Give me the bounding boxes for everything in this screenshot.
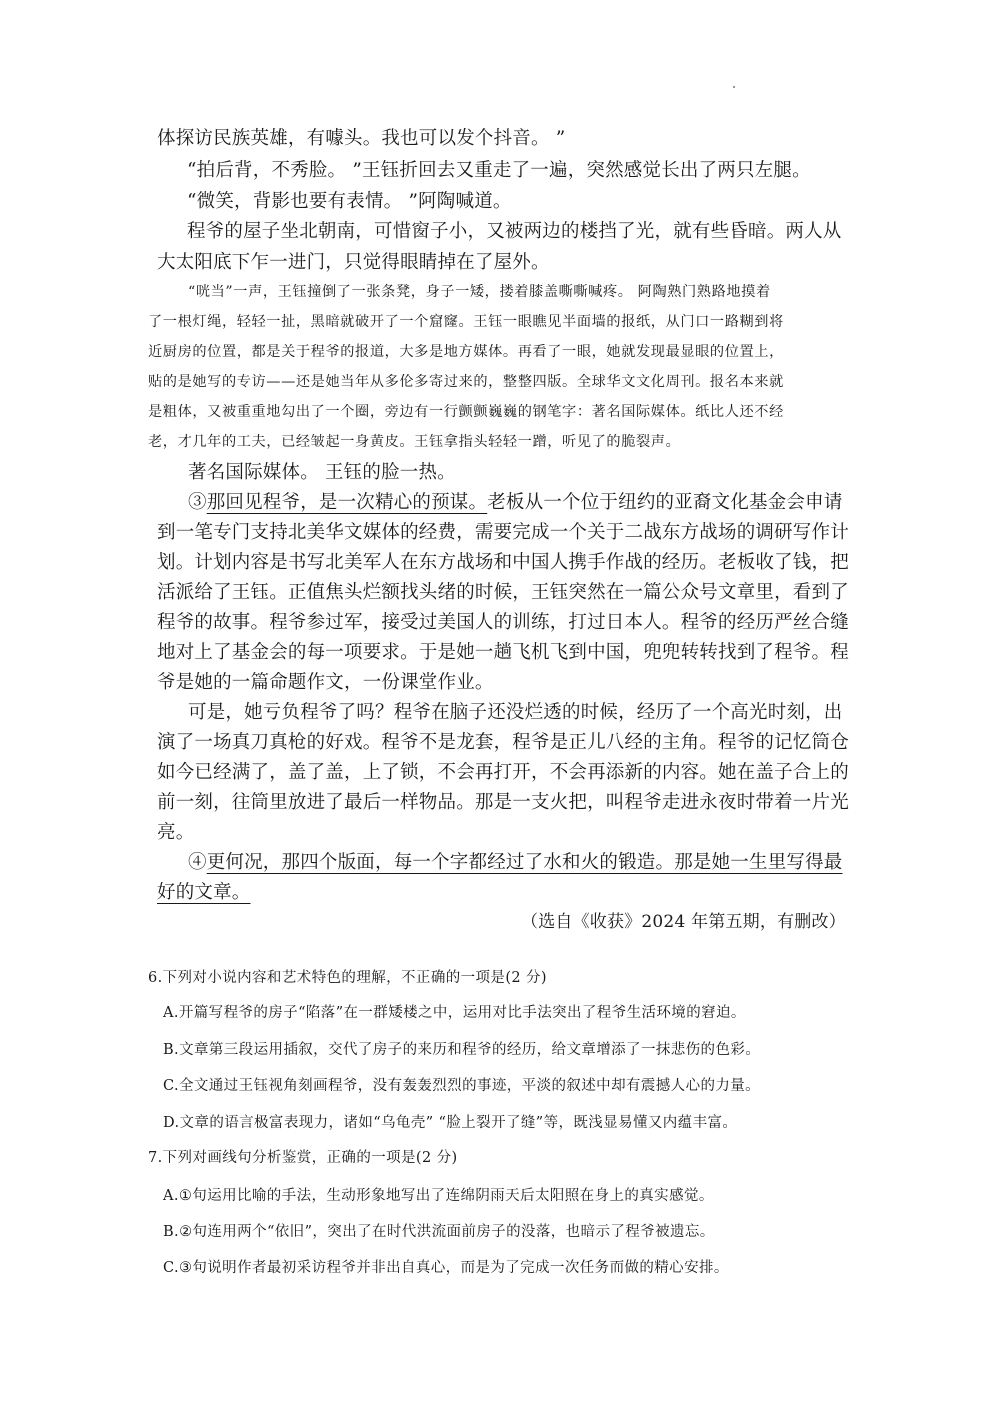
source-citation: [521, 907, 846, 932]
line-text: “咣当”一声，王钰撞倒了一张条凳，身子一矮，搂着膝盖嘶嘶喊疼。 阿陶熟门熟路地摸着: [188, 284, 771, 300]
text-line: [157, 668, 494, 694]
line-text: 老板从一个位于纽约的亚裔文化基金会申请: [487, 492, 843, 513]
line-text: A.①句运用比喻的手法，生动形象地写出了连绵阴雨天后太阳照在身上的真实感觉。: [163, 1188, 714, 1204]
text-line: [188, 281, 771, 301]
scan-dot: [733, 86, 735, 88]
line-text: C.③句说明作者最初采访程爷并非出自真心，而是为了完成一次任务而做的精心安排。: [163, 1260, 729, 1276]
line-text: A.开篇写程爷的房子“陷落”在一群矮楼之中，运用对比手法突出了程爷生活环境的窘迫。: [163, 1005, 746, 1021]
line-text: 体探访民族英雄，有噱头。我也可以发个抖音。 ”: [157, 128, 566, 149]
text-line: [148, 401, 784, 421]
text-line: [157, 818, 194, 844]
text-line: [187, 156, 811, 182]
circled-number: ④: [188, 852, 207, 873]
option-b: [163, 1038, 760, 1059]
text-line: [157, 788, 849, 814]
line-text: 前一刻，往筒里放进了最后一样物品。那是一支火把，叫程爷走进永夜时带着一片光: [157, 792, 849, 813]
text-line: [157, 608, 849, 634]
circled-number: ③: [188, 492, 207, 513]
text-line: [148, 311, 784, 331]
text-line: [187, 187, 512, 213]
line-text: 程爷的故事。程爷参过军，接受过美国人的训练，打过日本人。程爷的经历严丝合缝: [157, 612, 849, 633]
text-line: [157, 578, 849, 604]
line-text: C.全文通过王钰视角刻画程爷，没有轰轰烈烈的事迹，平淡的叙述中却有震撼人心的力量。: [163, 1078, 761, 1094]
text-line: [188, 458, 456, 484]
line-text: 活派给了王钰。正值焦头烂额找头绪的时候，王钰突然在一篇公众号文章里，看到了: [157, 582, 849, 603]
text-line: [148, 371, 784, 391]
line-text: （选自《收获》2024 年第五期，有删改）: [521, 912, 846, 932]
text-line: [188, 848, 843, 874]
line-text: 地对上了基金会的每一项要求。于是她一趟飞机飞到中国，兜兜转转找到了程爷。程: [157, 642, 849, 663]
text-line: [157, 758, 849, 784]
line-text: 6.下列对小说内容和艺术特色的理解，不正确的一项是(2 分): [148, 970, 547, 986]
line-text: D.文章的语言极富表现力，诸如“乌龟壳” “脸上裂开了缝”等，既浅显易懂又内蕴丰富。: [163, 1115, 738, 1131]
line-text: “微笑，背影也要有表情。 ”阿陶喊道。: [187, 191, 512, 212]
option-a: [163, 1184, 714, 1205]
line-text: 著名国际媒体。 王钰的脸一热。: [188, 462, 456, 483]
underlined-sentence: 那回见程爷，是一次精心的预谋。: [206, 492, 488, 513]
line-text: 了一根灯绳，轻轻一扯，黑暗就破开了一个窟窿。王钰一眼瞧见半面墙的报纸，从门口一路糊到将: [148, 314, 784, 330]
line-text: 贴的是她写的专访——还是她当年从多伦多寄过来的，整整四版。全球华文文化周刊。报名本来就: [148, 374, 784, 390]
line-text: 演了一场真刀真枪的好戏。程爷不是龙套，程爷是正儿八经的主角。程爷的记忆筒仓: [157, 732, 849, 753]
line-text: 可是，她亏负程爷了吗？程爷在脑子还没烂透的时候，经历了一个高光时刻，出: [188, 702, 843, 723]
text-line: [157, 548, 849, 574]
underlined-sentence: 更何况，那四个版面，每一个字都经过了水和火的锻造。那是她一生里写得最: [206, 852, 843, 873]
line-text: 亮。: [157, 822, 195, 843]
line-text: B.文章第三段运用插叙，交代了房子的来历和程爷的经历，给文章增添了一抹悲伤的色彩。: [163, 1042, 761, 1058]
text-line: [148, 431, 680, 451]
text-line: [157, 248, 550, 274]
line-text: 到一笔专门支持北美华文媒体的经费，需要完成一个关于二战东方战场的调研写作计: [157, 522, 849, 543]
line-text: “拍后背，不秀脸。 ”王钰折回去又重走了一遍，突然感觉长出了两只左腿。: [187, 160, 811, 181]
option-b: [163, 1220, 715, 1241]
line-text: 是粗体，又被重重地勾出了一个圈，旁边有一行颤颤巍巍的钢笔字：著名国际媒体。纸比人还不经: [148, 404, 784, 420]
text-line: [157, 728, 849, 754]
line-text: 老，才几年的工夫，已经皱起一身黄皮。王钰拿指头轻轻一蹭，听见了的脆裂声。: [148, 434, 681, 450]
text-line: [187, 217, 842, 243]
question-stem: [148, 1146, 458, 1167]
line-text: 划。计划内容是书写北美军人在东方战场和中国人携手作战的经历。老板收了钱，把: [157, 552, 849, 573]
option-c: [163, 1256, 729, 1277]
text-line: [157, 518, 849, 544]
question-stem: [148, 966, 547, 987]
text-line: [188, 698, 843, 724]
line-text: 爷是她的一篇命题作文，一份课堂作业。: [157, 672, 494, 693]
text-line: [157, 124, 565, 150]
underlined-sentence: 好的文章。: [157, 882, 251, 903]
line-text: 大太阳底下乍一进门，只觉得眼睛掉在了屋外。: [157, 252, 550, 273]
option-c: [163, 1074, 760, 1095]
line-text: 7.下列对画线句分析鉴赏，正确的一项是(2 分): [148, 1150, 458, 1166]
text-line: [188, 488, 843, 514]
text-line: [148, 341, 784, 361]
line-text: B.②句连用两个“依旧”，突出了在时代洪流面前房子的没落，也暗示了程爷被遗忘。: [163, 1224, 715, 1240]
option-d: [163, 1111, 737, 1132]
line-text: 近厨房的位置，都是关于程爷的报道，大多是地方媒体。再看了一眼，她就发现最显眼的位置上，: [148, 344, 784, 360]
line-text: 程爷的屋子坐北朝南，可惜窗子小，又被两边的楼挡了光，就有些昏暗。两人从: [187, 221, 842, 242]
line-text: 如今已经满了，盖了盖，上了锁，不会再打开，不会再添新的内容。她在盖子合上的: [157, 762, 849, 783]
text-line: [157, 878, 251, 904]
option-a: [163, 1001, 746, 1022]
text-line: [157, 638, 849, 664]
